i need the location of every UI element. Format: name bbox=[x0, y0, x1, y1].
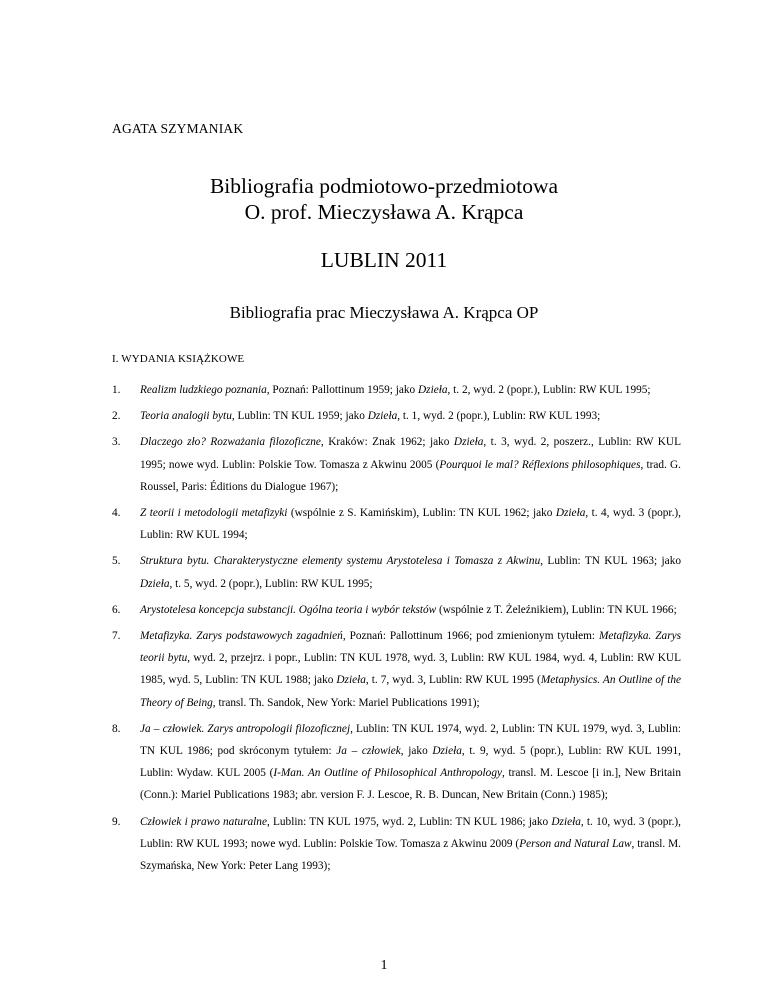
section-heading: I. WYDANIA KSIĄŻKOWE bbox=[112, 353, 245, 365]
bibliography-entry bbox=[112, 811, 681, 878]
bibliography-entry bbox=[112, 718, 681, 807]
bibliography-entry bbox=[112, 502, 681, 546]
entry-text: , Kraków: Znak 1962; jako bbox=[320, 436, 454, 449]
document-subtitle: Bibliografia prac Mieczysława A. Krąpca OP bbox=[229, 303, 539, 322]
entry-title-italic: Dzieła bbox=[336, 674, 366, 687]
entry-text: (wspólnie z T. Żeleźnikiem), Lublin: TN KUL 1966; bbox=[436, 603, 677, 616]
entry-text: , Lublin: TN KUL 1959; jako bbox=[231, 410, 368, 423]
entry-number: 9. bbox=[112, 815, 121, 828]
entry-title-italic: Pourquoi le mal? Réflexions philosophiques bbox=[439, 458, 641, 471]
entry-text: , Poznań: Pallottinum 1959; jako bbox=[266, 384, 419, 396]
entry-title-italic: Dzieła bbox=[140, 577, 170, 590]
entry-title-italic: Człowiek i prawo naturalne bbox=[140, 815, 267, 828]
entry-title-italic: Arystotelesa koncepcja substancji. Ogólna teoria i wybór tekstów bbox=[140, 603, 437, 616]
entry-text: , t. 1, wyd. 2 (popr.), Lublin: RW KUL 1993; bbox=[397, 410, 601, 423]
bibliography-entry bbox=[112, 625, 681, 714]
title-line-1: Bibliografia podmiotowo-przedmiotowa bbox=[209, 174, 559, 198]
entry-text: , transl. M. Lescoe [i in.], New Britain (Conn.): Mariel Publications 1983; abr. version F. J. Lescoe, R. B. Duncan, New Britain (Conn.) 1985); bbox=[140, 767, 681, 802]
entry-number: 2. bbox=[112, 410, 121, 423]
entry-title-italic: Dzieła bbox=[551, 815, 581, 828]
bibliography-list bbox=[112, 379, 681, 881]
entry-text: , t. 2, wyd. 2 (popr.), Lublin: RW KUL 1995; bbox=[447, 384, 651, 396]
entry-title-italic: Metaphysics. An Outline of the Theory of Being bbox=[140, 674, 681, 709]
entry-number: 7. bbox=[112, 630, 121, 643]
author-name: AGATA SZYMANIAK bbox=[112, 121, 244, 136]
entry-text: , wyd. 2, przejrz. i popr., Lublin: TN KUL 1978, wyd. 3, Lublin: RW KUL 1984, wyd. 4, Lublin: RW KUL 1985, wyd. 5, Lublin: TN KUL 1988; jako bbox=[140, 652, 681, 687]
entry-text: , Lublin: TN KUL 1963; jako bbox=[540, 555, 681, 568]
bibliography-entry bbox=[112, 405, 681, 427]
page-number: 1 bbox=[380, 958, 388, 973]
entry-title-italic: Metafizyka. Zarys podstawowych zagadnień bbox=[140, 630, 343, 643]
entry-text: , Lublin: TN KUL 1974, wyd. 2, Lublin: TN KUL 1979, wyd. 3, Lublin: TN KUL 1986; pod skróconym tytułem: bbox=[140, 722, 681, 758]
entry-text: , t. 3, wyd. 2, poszerz., Lublin: RW KUL 1995; nowe wyd. Lublin: Polskie Tow. Tomasza z Akwinu 2005 ( bbox=[140, 436, 681, 471]
entry-title-italic: Realizm ludzkiego poznania bbox=[140, 384, 267, 396]
entry-text: , t. 5, wyd. 2 (popr.), Lublin: RW KUL 1995; bbox=[169, 577, 373, 590]
entry-text: , t. 7, wyd. 3, Lublin: RW KUL 1995 ( bbox=[365, 674, 541, 687]
entry-number: 6. bbox=[112, 603, 121, 616]
entry-text: , transl. M. Szymańska, New York: Peter Lang 1993); bbox=[140, 837, 681, 873]
entry-title-italic: Teoria analogii bytu bbox=[140, 410, 232, 423]
entry-title-italic: Struktura bytu. Charakterystyczne elementy systemu Arystotelesa i Tomasza z Akwinu bbox=[140, 555, 541, 568]
entry-text: , jako bbox=[400, 745, 433, 758]
entry-title-italic: Dzieła bbox=[432, 745, 462, 758]
entry-number: 5. bbox=[112, 555, 121, 568]
entry-text: , t. 4, wyd. 3 (popr.), Lublin: RW KUL 1994; bbox=[140, 507, 681, 542]
entry-title-italic: Z teorii i metodologii metafizyki bbox=[140, 507, 288, 520]
title-line-2: O. prof. Mieczysława A. Krąpca bbox=[244, 200, 524, 224]
entry-text: , transl. Th. Sandok, New York: Mariel Publications 1991); bbox=[212, 696, 480, 709]
bibliography-entry bbox=[112, 599, 681, 621]
entry-title-italic: I-Man. An Outline of Philosophical Anthropology bbox=[273, 767, 502, 780]
bibliography-entry bbox=[112, 550, 681, 594]
entry-number: 4. bbox=[112, 507, 121, 520]
entry-text: , t. 10, wyd. 3 (popr.), Lublin: RW KUL 1993; nowe wyd. Lublin: Polskie Tow. Tomasza z Akwinu 2009 ( bbox=[140, 815, 681, 850]
entry-number: 8. bbox=[112, 722, 121, 735]
document-title bbox=[0, 173, 768, 225]
entry-title-italic: Dzieła bbox=[418, 384, 448, 396]
entry-text: , Lublin: TN KUL 1975, wyd. 2, Lublin: TN KUL 1986; jako bbox=[266, 815, 552, 828]
entry-number: 3. bbox=[112, 436, 121, 449]
entry-title-italic: Dzieła bbox=[367, 410, 398, 423]
entry-text: (wspólnie z S. Kamińskim), Lublin: TN KUL 1962; jako bbox=[287, 507, 556, 520]
bibliography-entry bbox=[112, 431, 681, 498]
bibliography-entry bbox=[112, 379, 681, 401]
place-year: LUBLIN 2011 bbox=[320, 248, 448, 272]
entry-title-italic: Person and Natural Law bbox=[519, 837, 632, 850]
entry-title-italic: Metafizyka. Zarys teorii bytu bbox=[140, 630, 682, 665]
entry-title-italic: Ja – człowiek bbox=[336, 745, 401, 758]
entry-text: , trad. G. Roussel, Paris: Éditions du Dialogue 1967); bbox=[140, 458, 682, 493]
entry-title-italic: Ja – człowiek. Zarys antropologii filozoficznej bbox=[140, 722, 351, 735]
entry-title-italic: Dzieła bbox=[555, 507, 586, 520]
entry-number: 1. bbox=[112, 384, 121, 396]
entry-text: , t. 9, wyd. 5 (popr.), Lublin: RW KUL 1991, Lublin: Wydaw. KUL 2005 ( bbox=[140, 745, 681, 780]
entry-title-italic: Dzieła bbox=[453, 436, 484, 449]
entry-title-italic: Dlaczego zło? Rozważania filozoficzne bbox=[140, 436, 321, 449]
entry-text: , Poznań: Pallottinum 1966; pod zmienionym tytułem: bbox=[342, 630, 599, 643]
